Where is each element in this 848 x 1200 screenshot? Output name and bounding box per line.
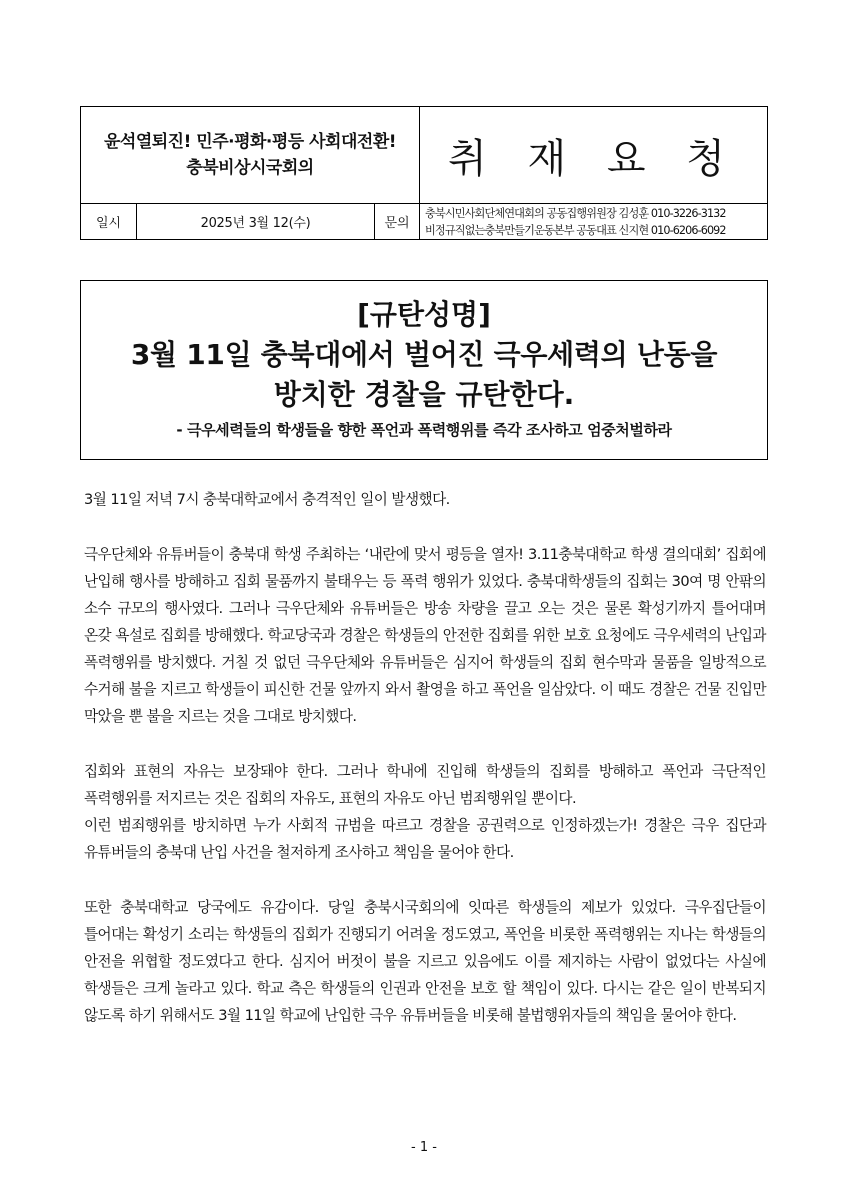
contact-line-1: 충북시민사회단체연대회의 공동집행위원장 김성훈 010-3226-3132 [425, 206, 726, 220]
paragraph-1: 3월 11일 저녁 7시 충북대학교에서 충격적인 일이 발생했다. [84, 491, 450, 508]
contact-line-2: 비정규직없는충북만들기운동본부 공동대표 신지현 010-6206-6092 [425, 223, 726, 237]
paragraph-3: 집회와 표현의 자유는 보장돼야 한다. 그러나 학내에 진입해 학생들의 집회를 방해하고 폭언과 극단적인 폭력행위를 저지르는 것은 집회의 자유도, 표현의 자유도 아닌 범죄행위일 뿐이다. [84, 763, 766, 807]
statement-title-box [80, 280, 768, 460]
inquiry-contacts [420, 204, 767, 239]
date-label: 일시 [81, 204, 137, 239]
header-info-row [81, 203, 767, 239]
paragraph-4: 이런 범죄행위를 방치하면 누가 사회적 규범을 따르고 경찰을 공권력으로 인정하겠는가! 경찰은 극우 집단과 유튜버들의 충북대 난입 사건을 철저하게 조사하고 책임을 물어야 한다. [84, 817, 766, 861]
statement-body [84, 486, 766, 1029]
statement-subtitle: - 극우세력들의 학생들을 향한 폭언과 폭력행위를 즉각 조사하고 엄중처벌하라 [176, 421, 672, 439]
organization-name: 충북비상시국회의 [186, 158, 314, 178]
organization-cell [81, 107, 420, 203]
statement-tag: [규탄성명] [357, 298, 491, 331]
statement-title-line-1: 3월 11일 충북대에서 벌어진 극우세력의 난동을 [130, 338, 718, 371]
paragraph-5: 또한 충북대학교 당국에도 유감이다. 당일 충북시국회의에 잇따른 학생들의 제보가 있었다. 극우집단들이 틀어대는 확성기 소리는 학생들의 집회가 진행되기 어려울 정도였고, 폭언을 비롯한 폭력행위는 지나는 학생들의 안전을 위협할 정도였다고 한다. 심지어 버젓이 불을 지르고 있음에도 이를 제지하는 사람이 없었다는 사실에 학생들은 크게 놀라고 있다. 학교 측은 학생들의 인권과 안전을 보호 할 책임이 있다. 다시는 같은 일이 반복되지 않도록 하기 위해서도 3월 11일 학교에 난입한 극우 유튜버들을 비롯해 불법행위자들의 책임을 물어야 한다. [84, 899, 766, 1024]
header-table [80, 106, 768, 240]
date-value: 2025년 3월 12(수) [137, 204, 375, 239]
organization-slogan: 윤석열퇴진! 민주·평화·평등 사회대전환! [103, 132, 396, 152]
press-request-title: 취 재 요 청 [448, 135, 739, 182]
page-number: - 1 - [411, 1140, 437, 1155]
statement-title-line-2: 방치한 경찰을 규탄한다. [273, 378, 575, 411]
inquiry-label: 문의 [375, 204, 420, 239]
paragraph-2: 극우단체와 유튜버들이 충북대 학생 주최하는 ‘내란에 맞서 평등을 열자! 3.11충북대학교 학생 결의대회’ 집회에 난입해 행사를 방해하고 집회 물품까지 불태우는 등 폭력 행위가 있었다. 충북대학생들의 집회는 30여 명 안팎의 소수 규모의 행사였다. 그러나 극우단체와 유튜버들은 방송 차량을 끌고 오는 것은 물론 확성기까지 틀어대며 온갖 욕설로 집회를 방해했다. 학교당국과 경찰은 학생들의 안전한 집회를 위한 보호 요청에도 극우세력의 난입과 폭력행위를 방치했다. 거칠 것 없던 극우단체와 유튜버들은 심지어 학생들의 집회 현수막과 물품을 일방적으로 수거해 불을 지르고 학생들이 피신한 건물 앞까지 와서 촬영을 하고 폭언을 일삼았다. 이 때도 경찰은 건물 진입만 막았을 뿐 불을 지르는 것을 그대로 방치했다. [84, 546, 766, 725]
